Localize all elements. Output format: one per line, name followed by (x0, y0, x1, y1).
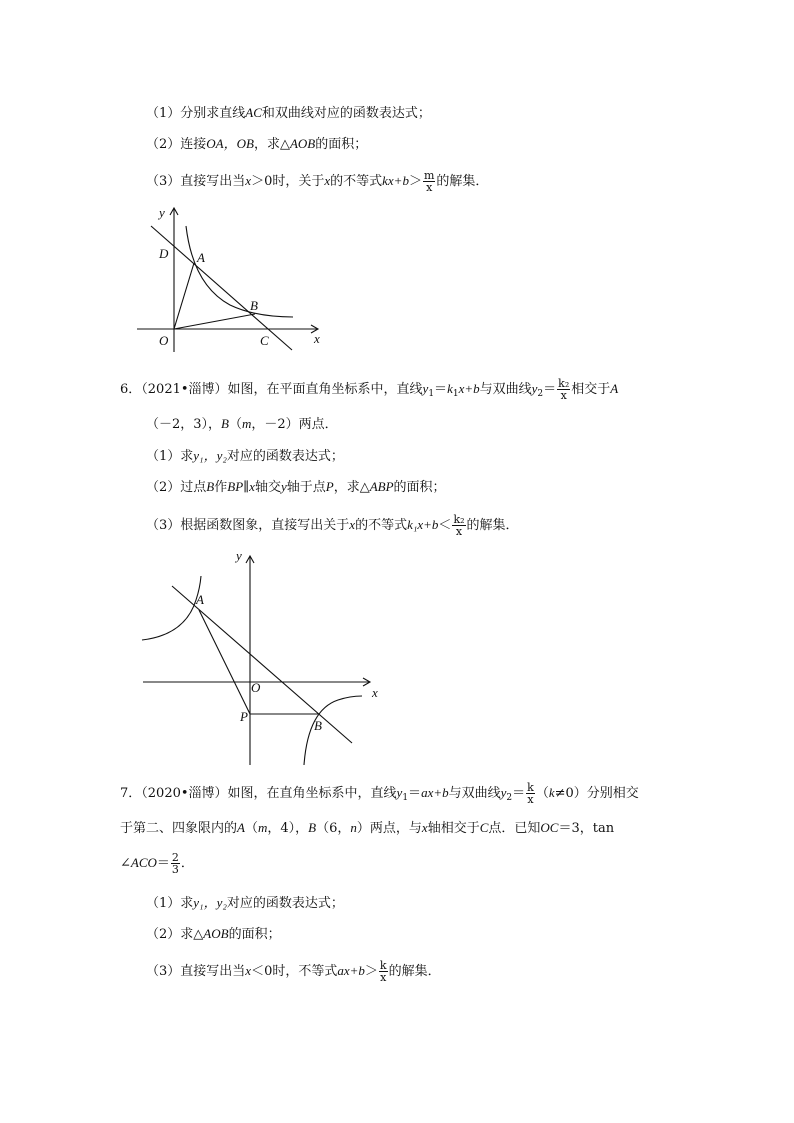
p6-question-3: （3）根据函数图象，直接写出关于x的不等式k₁x+b＜ $\frac{\text{k₂}}{x}$ 的解集． (146, 513, 519, 538)
line-ab (172, 586, 352, 743)
label-a: A (197, 250, 205, 265)
hyperbola-branch-right (304, 696, 362, 765)
fraction-2-over-3: $\frac{2}{3}$ (171, 851, 179, 876)
label-d: D (159, 246, 169, 261)
p5-question-2: （2）连接OA，OB，求△AOB的面积； (146, 136, 368, 152)
segment-ob (174, 314, 255, 329)
label-y: y (159, 205, 165, 220)
p6-question-2: （2）过点B作BP∥x轴交y轴于点P，求△ABP的面积； (146, 479, 446, 495)
p7-question-1: （1）求y₁，y₂对应的函数表达式； (146, 895, 344, 911)
p7-stem-line-3: ∠ACO＝ $\frac{2}{3}$ ． (120, 851, 194, 876)
fraction-k2-over-x: $\frac{\text{k₂}}{x}$ (453, 513, 465, 538)
label-y: y (236, 548, 242, 563)
fraction-m-over-x: $\frac{m}{x}$ (423, 169, 435, 194)
hyperbola-branch-left (142, 576, 201, 640)
label-b: B (250, 298, 258, 313)
p7-stem-line-2: 于第二、四象限内的A（m，4），B（6，n）两点，与x轴相交于C点．已知OC＝3，tan (120, 820, 615, 836)
line-ac (151, 226, 292, 350)
p6-stem-line-1: 6．（2021•淄博）如图，在平面直角坐标系中，直线$y_1=k_1x+b$与双曲线$y_2=$ $\frac{\text{k₂}}{x}$ 相交于A (120, 377, 619, 402)
segment-ap (199, 610, 250, 714)
label-c: C (260, 333, 269, 348)
p6-stem-line-2: （－2，3），B（m，－2）两点． (146, 416, 338, 432)
p7-question-2: （2）求△AOB的面积； (146, 926, 281, 942)
label-o: O (159, 333, 169, 348)
p5-question-1: （1）分别求直线AC和双曲线对应的函数表达式； (146, 105, 431, 121)
p5-question-3: （3）直接写出当x＞0时，关于x的不等式kx+b＞ $\frac{m}{x}$ 的解集． (146, 169, 489, 194)
fraction-k2-over-x: $\frac{\text{k₂}}{x}$ (558, 377, 570, 402)
p6-question-1: （1）求y₁，y₂对应的函数表达式； (146, 448, 344, 464)
segment-oa (174, 263, 194, 329)
label-x: x (314, 331, 320, 346)
label-a: A (196, 592, 204, 607)
label-b: B (314, 718, 322, 733)
label-x: x (372, 685, 378, 700)
fraction-k-over-x: $\frac{k}{x}$ (527, 781, 534, 806)
p7-question-3: （3）直接写出当x＜0时，不等式ax+b＞ $\frac{k}{x}$ 的解集． (146, 959, 441, 984)
label-o: O (251, 680, 261, 695)
p7-stem-line-1: 7．（2020•淄博）如图，在直角坐标系中，直线$y_1=ax+b$与双曲线$y_2=$ $\frac{k}{x}$ （k≠0）分别相交 (120, 781, 639, 806)
label-p: P (240, 709, 248, 724)
fraction-k-over-x: $\frac{k}{x}$ (379, 959, 387, 984)
